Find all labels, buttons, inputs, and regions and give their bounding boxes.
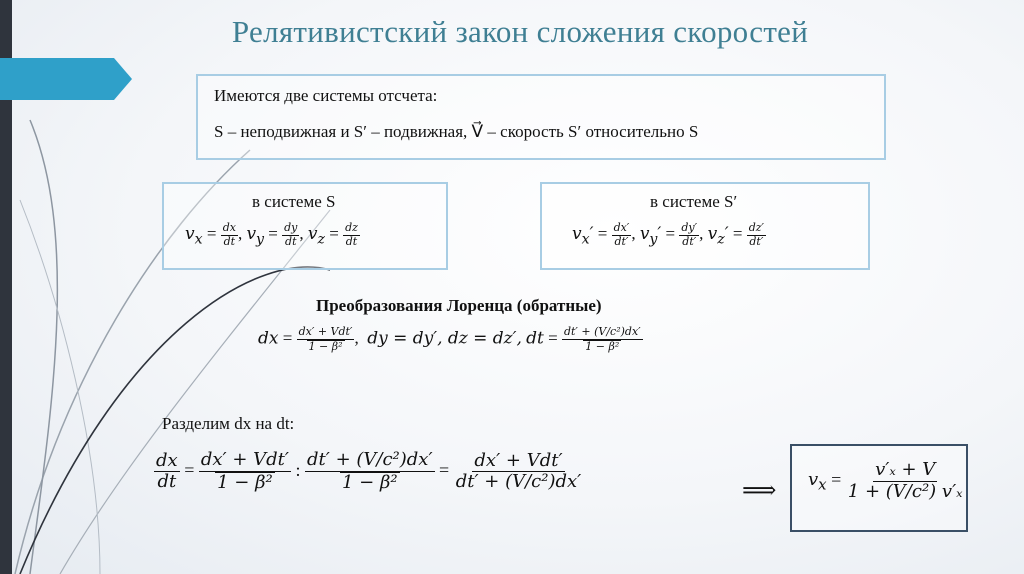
intro-line-1: Имеются две системы отсчета: [214, 86, 438, 105]
divide-label: Разделим dx на dt: [162, 414, 295, 433]
lorentz-formulas: dx = $\frac{\text{dx′ + Vdt′}}{\text{1 − β²}}$ , dy = dy′, dz = dz′, dt = $\frac{\text{dt′ + (V/c²)dx′}}{\text{1 − β²}}$ [258, 325, 641, 353]
slide-title: Релятивистский закон сложения скоростей [231, 14, 809, 49]
lorentz-heading: Преобразования Лоренца (обратные) [316, 296, 602, 315]
implies-arrow-icon: ⟹ [742, 478, 777, 504]
system-s-label: в системе S [252, 192, 336, 211]
title-arrow-icon [0, 58, 132, 100]
result-formula: $v_x$ = $\frac{\text{v′ₓ + V}}{\text{1 + (V/c²) v′ₓ}}$ [808, 459, 963, 502]
vx-symbol: $v_x$ [185, 224, 203, 248]
derivation-chain: $\frac{dx}{dt}$ = $\frac{\text{dx′ + Vdt′}}{\text{1 − β²}}$ : $\frac{\text{dt′ + (V/c²)dx′}}{\text{1 − β²}}$ = $\frac{\text{dx′ + Vdt′}}{\text{dt′ + (V/c²)dx′}}$ [156, 449, 582, 493]
system-sprime-label: в системе S′ [650, 192, 738, 211]
system-s-velocities: $v_x$ = $\frac{dx}{dt}$ , $v_y$ = $\frac{dy}{dt}$ , $v_z$ = $\frac{dz}{dt}$ [185, 221, 358, 248]
system-sprime-velocities: $v_x'$ = $\frac{dx'}{dt'}$ , $v_y'$ = $\frac{dy'}{dt'}$ , $v_z'$ = $\frac{dz'}{dt'}$ [572, 221, 765, 248]
intro-line-2: S – неподвижная и S′ – подвижная, V⃗ – скорость S′ относительно S [214, 122, 699, 141]
